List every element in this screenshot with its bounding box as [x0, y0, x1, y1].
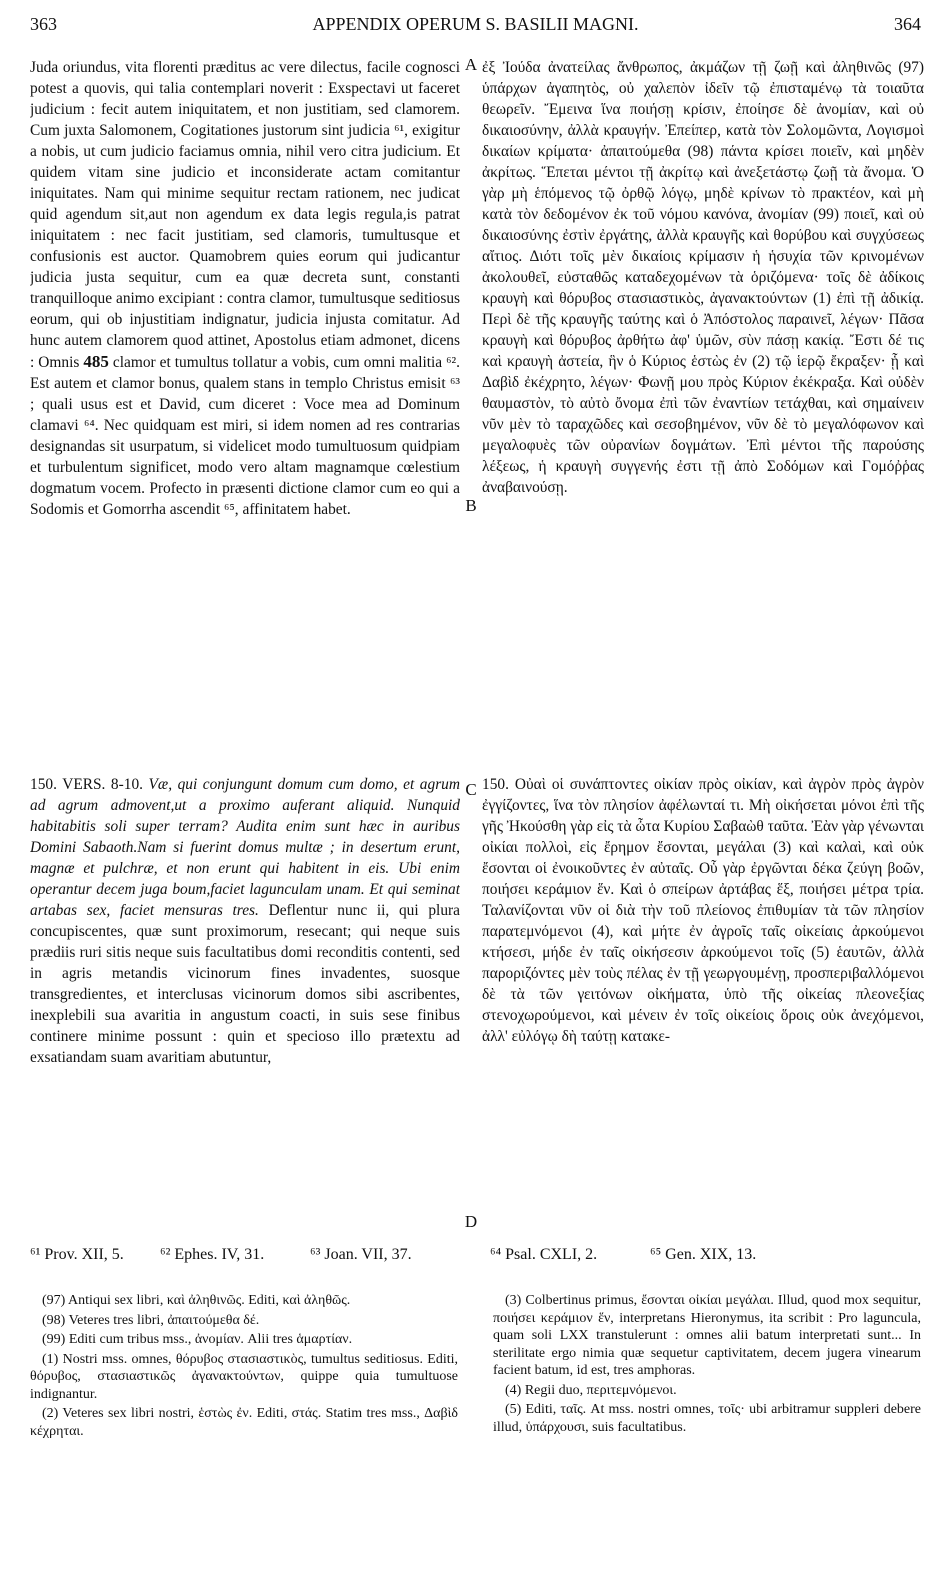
latin-column-main [30, 57, 460, 761]
latin-main-text-1: Juda oriundus, vita florenti præditus ac vere dilectus, facile cognosci potest a quovis, qui talia contemplari noverit : Exspectavi ut faceret judicium : fecit autem iniquitatem, et non justitiam, sed clamorem. Cum juxta Salomonem, Cogitationes justorum sint judicia ⁶¹, exigitur a nobis, ut cum judicio faciamus omnia, nihil vero citra judicium. Et quidem vitam sine judicio et inconsiderate actam comitantur iniquitates. Nam qui minime sequitur rectam rationem, nec judicat quid agendum sit,aut non agendum ex data legis regula,is patrat iniquitatem : nec facit justitiam, sed clamoris, tumultusque et confusionis est auctor. Quamobrem quies eorum qui judicantur judicia justa sequitur, cum ea quæ decreta sunt, constanti tranquilloque animo excipiant : contra clamor, tumultusque seditiosus eorum, qui ob injustitiam indignatur, judicia injusta comitatur. Ad hunc autem clamorem quod attinet, Apostolus etiam admonet, dicens : Omnis [30, 59, 460, 371]
running-title: APPENDIX OPERUM S. BASILII MAGNI. [312, 14, 639, 34]
page-number-left: 363 [30, 14, 57, 34]
footnote-3: (3) Colbertinus primus, ἔσονται οἰκίαι μεγάλαι. Illud, quod mox sequitur, ποιήσει κεράμιον ἕν, interpretans Hieronymus, ita scribit : Pro laguncula, quam soli LXX transtulerunt : omnes alii batum interpretati sunt... In sterilitate ergo nimia quæ sequetur captivitatem, decem jugera vinearum facient batum, id est, tres amphoras. [493, 1293, 921, 1378]
margin-letter-a: A [464, 55, 478, 74]
reference-65: ⁶⁵ Gen. XIX, 13. [650, 1246, 757, 1263]
running-head [30, 14, 921, 40]
column-number: 485 [83, 352, 109, 371]
reference-63: ⁶³ Joan. VII, 37. [310, 1246, 412, 1263]
footnote-1: (1) Nostri mss. omnes, θόρυβος στασιαστικὸς, tumultus seditiosus. Editi, θόρυβος, στασιαστικῶς ἀγανακτούντων, quippe quia tumultuose indignantur. [30, 1351, 458, 1402]
greek-main-text: ἐξ Ἰούδα ἀνατείλας ἄνθρωπος, ἀκμάζων τῇ ζωῇ καὶ ἀληθινῶς (97) ὑπάρχων ἀγαπητὸς, οὐ χαλεπὸν ἰδεῖν τῷ ἐπισταμένῳ τὰ τοιαῦτα θεωρεῖν. Ἔμεινα ἵνα ποιήσῃ κρίσιν, ἐποίησε δὲ ἀνομίαν, καὶ οὐ δικαιοσύνην, ἀλλὰ κραυγήν. Ἐπείπερ, κατὰ τὸν Σολομῶντα, Λογισμοὶ δικαίων κρίματα· ἀπαιτούμεθα (98) πάντα κρίσει ποιεῖν, καὶ μηδὲν ἀκρίτως. Ἕπεται μέντοι τῇ ἀκρίτῳ καὶ ἀνεξετάστῳ ζωῇ τὰ ἄνομα. Ὁ γὰρ μὴ ἑπόμενος τῷ ὀρθῷ λόγῳ, μηδὲ κρίνων τὸ πρακτέον, καὶ μὴ κατὰ τὸν δεδομένον ἐκ τοῦ νόμου κανόνα, ἀνομίαν (99) ποιεῖ, καὶ οὐ δικαιοσύνης ἐστὶν ἐργάτης, ἀλλὰ κραυγῆς καὶ θορύβου καὶ συγχύσεως αἴτιος. Διότι τοῖς μὲν δικαίοις κρίμασιν ἡ ἡσυχία τῶν κρινομένων ἀκολουθεῖ, εὐσταθῶς καταδεχομένων τὰ ὁριζόμενα· τοῖς δὲ ἀδίκοις κραυγὴ καὶ θόρυβος στασιαστικὸς, ἀγανακτούντων (1) ἐπὶ τῇ ἀδικίᾳ. Περὶ δὲ τῆς κραυγῆς ταύτης καὶ ὁ Ἀπόστολος παραινεῖ, λέγων· Πᾶσα κραυγὴ καὶ θόρυβος ἀρθήτω ἀφ' ὑμῶν, σὺν πάσῃ κακίᾳ. Ἔστι δέ τις καὶ κραυγὴ ἀστεία, ἣν ὁ Κύριος ἑστὼς ἐν (2) τῷ ἱερῷ ἔκραξεν· ᾗ καὶ Δαβὶδ ἐκέχρητο, λέγων· Φωνῇ μου πρὸς Κύριον ἐκέκραξα. Καὶ οὐδὲν θαυμαστὸν, τὸ αὐτὸ ὄνομα ἐπὶ τῶν ἐναντίων τετάχθαι, καὶ σημαίνειν νῦν μὲν τὸ ταραχῶδες καὶ σεσοβημένον, νῦν δὲ τὸ μεγαλόφωνον καὶ μεγαλοφυὲς τῶν οὐρανίων δογμάτων. Ἐπὶ μέντοι τῆς παρούσης λέξεως, ἡ κραυγὴ συγγενής ἐστι τῇ ἀπὸ Σοδόμων καὶ Γομόῤῥας ἀναβαινούσῃ. [482, 59, 924, 496]
margin-letter-c: C [465, 780, 477, 799]
greek-section-text: 150. Οὐαὶ οἱ συνάπτοντες οἰκίαν πρὸς οἰκίαν, καὶ ἀγρὸν πρὸς ἀγρὸν ἐγγίζοντες, ἵνα τὸν πλησίον ἀφέλωνταί τι. Μὴ οἰκήσεται μόνοι ἐπὶ τῆς γῆς Ἠκούσθη γὰρ εἰς τὰ ὦτα Κυρίου Σαβαὼθ ταῦτα. Ἐὰν γὰρ γένωνται οἰκίαι πολλοὶ, εἰς ἔρημον ἔσονται, μεγάλαι (3) καὶ καλαὶ, καὶ οὐκ ἔσονται οἱ ἐνοικοῦντες ἐν αὐταῖς. Οὗ γὰρ ἐργῶνται δέκα ζεύγη βοῶν, ποιήσει κεράμιον ἕν. Καὶ ὁ σπείρων ἀρτάβας ἕξ, ποιήσει μέτρα τρία. Ταλανίζονται νῦν οἱ διὰ τὴν τοῦ πλείονος ἐπιθυμίαν τὰ τῶν πλησίον παρατεμνόμενοι (4), καὶ μήτε ἐν ἀγροῖς ταῖς οἰκείαις ἀρκούμενοι κτήσεσι, μήδε ἐν ταῖς οἰκήσεσιν ἀρκούμενοι τοῖς (5) ἑαυτῶν, ἀλλὰ παροριζόντες μὲν τοὺς πέλας ἐν τῇ γεωργουμένῃ, προσπεριβαλλόμενοι δὲ τὰ τῶν γειτόνων οἰκήματα, ὑπὸ τῆς οἰκείας πλεονεξίας στενοχωρούμενοι, καὶ μένειν ἐν τοῖς οἰκείοις ὅροις οὐκ ἀνεχόμενοι, ἀλλ' εὐλόγῳ δὴ ταύτῃ κατακε- [482, 776, 924, 1045]
reference-62: ⁶² Ephes. IV, 31. [160, 1246, 265, 1263]
verse-text: Væ, qui conjungunt domum cum domo, et agrum ad agrum admovent,ut a proximo auferant aliquid. Nunquid habitabitis soli super terram? Audita enim sunt hæc in auribus Domini Sabaoth.Nam si fuerint domus multæ ; in desertum erunt, magnæ et pulchræ, et non erunt qui habitent in eis. Ubi enim operantur decem juga boum,faciet lagunculam unam. Et qui seminat artabas sex, faciet mensuras tres. [30, 776, 460, 919]
footnote-5: (5) Editi, ταῖς. At mss. nostri omnes, τοῖς· ubi arbitramur suppleri debere illud, ὑπάρχουσι, suis facultatibus. [493, 1402, 921, 1435]
verse-label: VERS. 8-10. [62, 776, 143, 793]
latin-main-text-2: clamor et tumultus tollatur a vobis, cum omni malitia ⁶². Est autem et clamor bonus, qualem stans in templo Christus emisit ⁶³ ; quali usus est et David, cum diceret : Voce mea ad Dominum clamavi ⁶⁴. Nec quidquam est miri, si idem nomen ad res contrarias designandas sit usurpatum, si videlicet modo tumultuosum quidpiam et turbulentum significet, modo vero altam magnamque cœlestium dogmatum vocem. Profecto in præsenti dictione clamor cum eo qui a Sodomis et Gomorrha ascendit ⁶⁵, affinitatem habet. [30, 354, 460, 518]
footnotes-right [493, 1292, 921, 1562]
scripture-references [30, 1246, 921, 1270]
reference-61: ⁶¹ Prov. XII, 5. [30, 1246, 124, 1263]
greek-column-section-150 [482, 774, 924, 1234]
footnote-99: (99) Editi cum tribus mss., ἀνομίαν. Alii tres ἁμαρτίαν. [42, 1332, 353, 1347]
commentary-text: Deflentur nunc ii, qui plura concupiscentes, quæ sunt proximorum, resecant; qui neque suis prædiis ruri sitis neque suis facultatibus domi reconditis contenti, sed in agris metandis vicinorum fines invadentes, suosque transgredientes, et interclusas vicinorum domos sibi ascribentes, inexplebili sua avaritia in angustum coacti, in suis sese finibus continere minime possunt : quin et specioso illo prætextu ad exsatiandam suam avaritiam abutuntur, [30, 902, 460, 1066]
footnote-98: (98) Veteres tres libri, ἀπαιτούμεθα δέ. [42, 1312, 260, 1328]
footnote-97: (97) Antiqui sex libri, καὶ ἀληθινῶς. Editi, καὶ ἀληθῶς. [42, 1293, 351, 1308]
margin-letter-b: B [465, 496, 477, 515]
reference-64: ⁶⁴ Psal. CXLI, 2. [490, 1246, 598, 1263]
margin-letter-d: D [464, 1212, 478, 1231]
section-number: 150. [30, 776, 57, 793]
latin-column-section-150 [30, 774, 460, 1234]
page-number-right: 364 [894, 14, 921, 34]
greek-column-main [482, 57, 924, 761]
footnote-4: (4) Regii duo, περιτεμνόμενοι. [505, 1382, 677, 1398]
footnotes-left [30, 1292, 458, 1562]
footnote-2: (2) Veteres sex libri nostri, ἑστὼς ἐν. Editi, στάς. Statim tres mss., Δαβὶδ κέχρηται. [30, 1406, 458, 1439]
